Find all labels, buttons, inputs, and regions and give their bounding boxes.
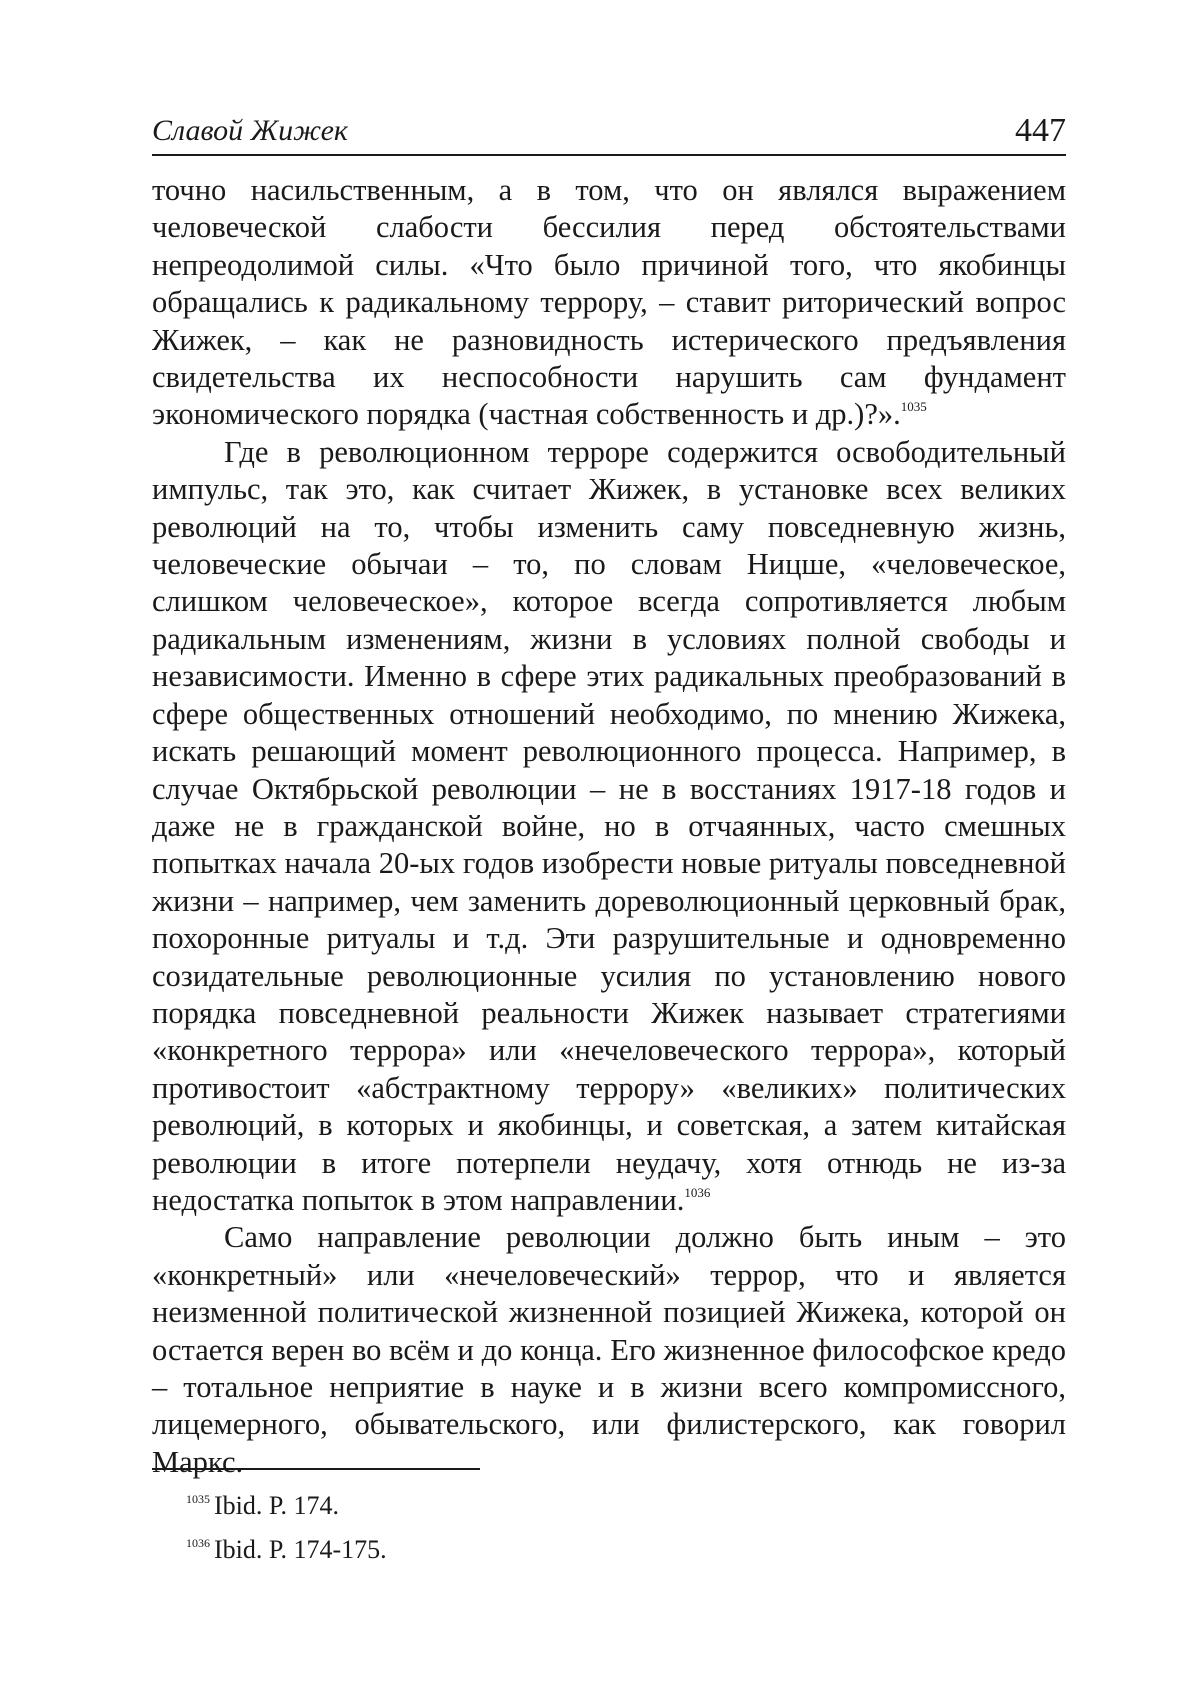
footnote-ref-1036[interactable]: 1036 bbox=[684, 1184, 711, 1200]
paragraph-3 bbox=[152, 1219, 1066, 1481]
running-head: Славой Жижек bbox=[152, 114, 348, 147]
footnote-text: Ibid. P. 174. bbox=[214, 1491, 339, 1520]
footnote-text: Ibid. P. 174-175. bbox=[214, 1535, 387, 1564]
main-text bbox=[152, 172, 1066, 1481]
paragraph-1-text: точно насильственным, а в том, что он являлся выражением человеческой слабости бессилия перед обстоятельствами непреодолимой силы. «Что было причиной того, что якобинцы обращались к радикальному террору, – ставит риторический вопрос Жижек, – как не разновидность истерического предъявления свидетельства их неспособности нарушить сам фундамент экономического порядка (частная собственность и др.)?». bbox=[152, 173, 1066, 432]
footnote-ref-1035[interactable]: 1035 bbox=[900, 399, 927, 415]
paragraph-1 bbox=[152, 172, 1066, 434]
paragraph-2-text: Где в революционном терроре содержится освободительный импульс, так это, как считает Жижек, в установке всех великих революций на то, чтобы изменить саму повседневную жизнь, человеческие обычаи – то, по словам Ницше, «человеческое, слишком человеческое», которое всегда сопротивляется любым радикальным изменениям, жизни в условиях полной свободы и независимости. Именно в сфере этих радикальных преобразований в сфере общественных отношений необходимо, по мнению Жижека, искать решающий момент революционного процесса. Например, в случае Октябрьской революции – не в восстаниях 1917-18 годов и даже не в гражданской войне, но в отчаянных, часто смешных попытках начала 20-ых годов изобрести новые ритуалы повседневной жизни – например, чем заменить дореволюционный церковный брак, похоронные ритуалы и т.д. Эти разрушительные и одновременно созидательные революционные усилия по установлению нового порядка повседневной реальности Жижек называет стратегиями «конкретного террора» или «нечеловеческого террора», который противостоит «абстрактному террору» «великих» политических революций, в которых и якобинцы, и советская, а затем китайская революции в итоге потерпели неудачу, хотя отнюдь не из-за недостатка попыток в этом направлении. bbox=[152, 434, 1066, 1217]
footnotes bbox=[186, 1484, 1066, 1572]
page-header bbox=[152, 104, 1066, 156]
page-number: 447 bbox=[1015, 112, 1066, 149]
paragraph-3-text: Само направление революции должно быть иным – это «конкретный» или «нечеловеческий» террор, что и является неизменной политической жизненной позицией Жижека, которой он остается верен во всём и до конца. Его жизненное философское кредо – тотальное неприятие в науке и в жизни всего компромиссного, лицемерного, обывательского, или филистерского, как говорил Маркс. bbox=[152, 1220, 1066, 1479]
footnote-divider bbox=[152, 1468, 480, 1470]
footnote-number: 1035 bbox=[186, 1492, 210, 1506]
footnote-1035 bbox=[186, 1484, 1066, 1528]
footnote-1036 bbox=[186, 1528, 1066, 1572]
footnote-number: 1036 bbox=[186, 1536, 210, 1550]
paragraph-2 bbox=[152, 434, 1066, 1220]
